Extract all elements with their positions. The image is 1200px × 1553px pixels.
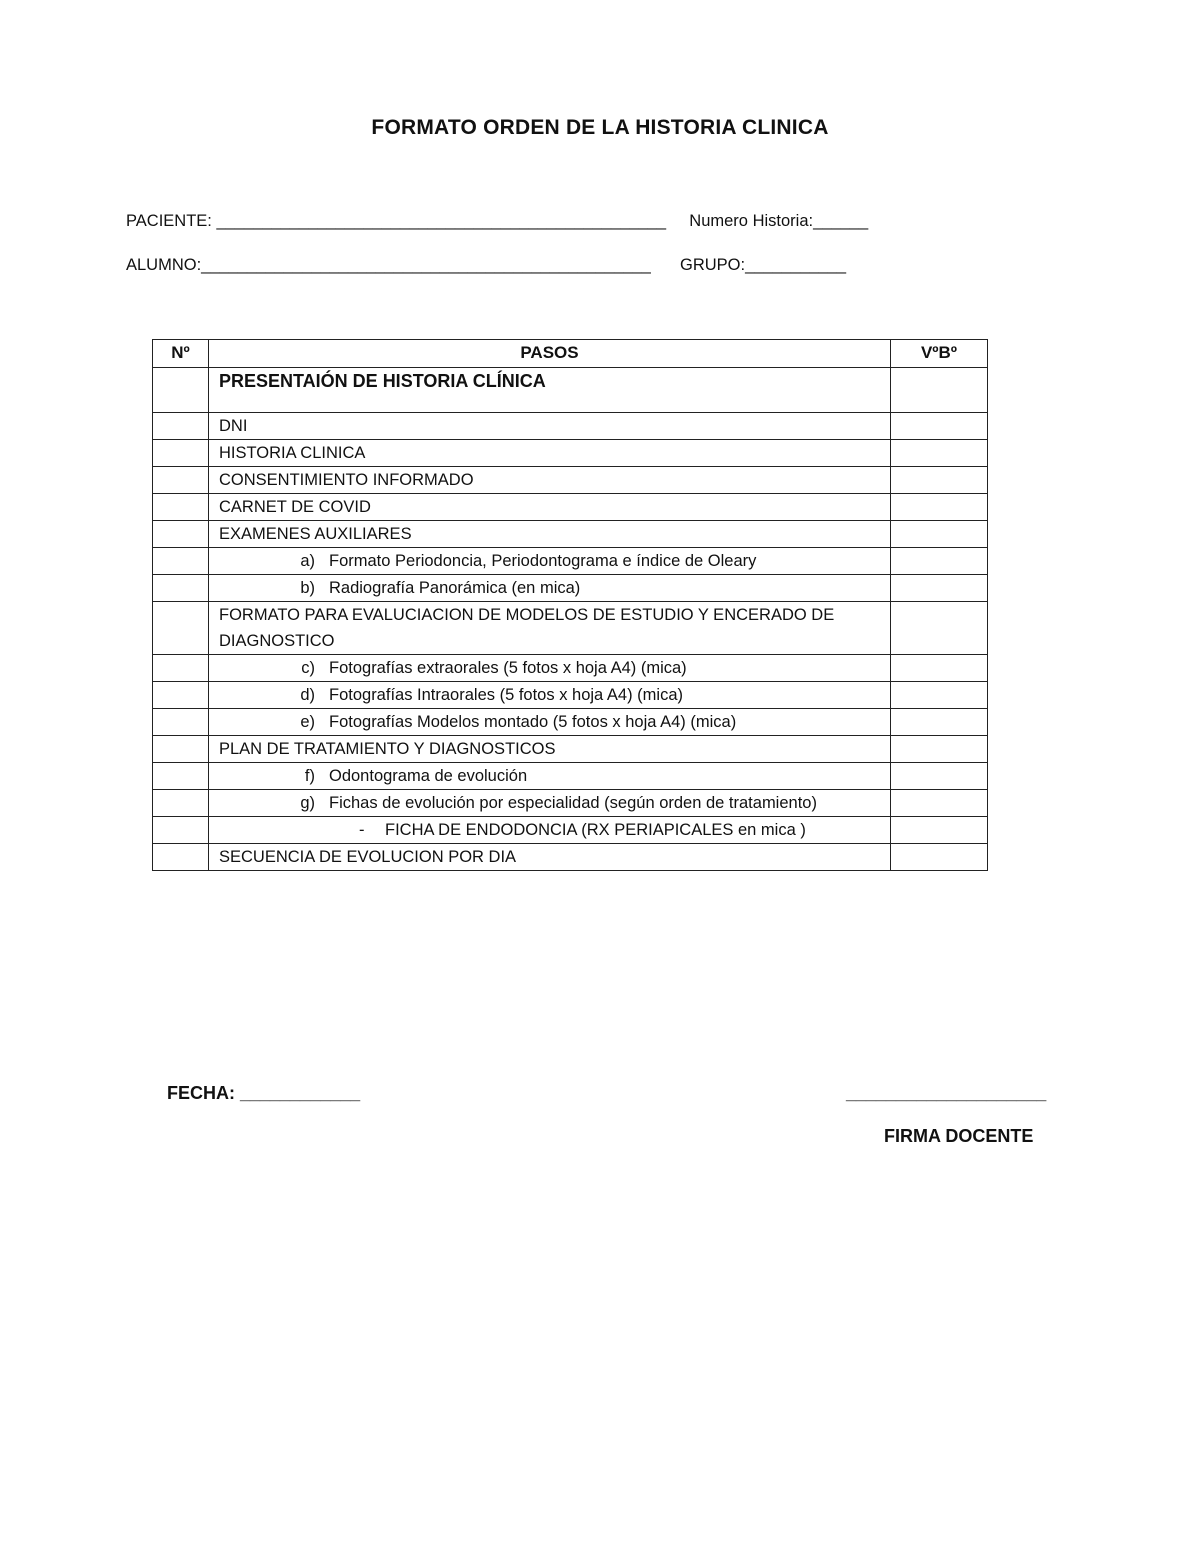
row-number-cell[interactable] [153,467,209,494]
table-row [153,467,988,494]
approval-cell[interactable] [891,763,988,790]
step-cell [209,440,891,467]
step-text: DNI [219,417,248,435]
grupo-field[interactable]: GRUPO:___________ [680,256,847,274]
step-cell [209,817,891,844]
step-text: EXAMENES AUXILIARES [219,525,412,543]
step-cell [209,494,891,521]
step-cell [209,736,891,763]
step-text: HISTORIA CLINICA [219,444,366,462]
step-text: FORMATO PARA EVALUCIACION DE MODELOS DE ESTUDIO Y ENCERADO DE DIAGNOSTICO [219,606,835,650]
table-row [153,521,988,548]
row-number-cell[interactable] [153,709,209,736]
row-number-cell[interactable] [153,548,209,575]
step-section-title: PRESENTAIÓN DE HISTORIA CLÍNICA [219,371,546,391]
row-number-cell[interactable] [153,682,209,709]
table-row [153,548,988,575]
approval-cell[interactable] [891,548,988,575]
approval-cell[interactable] [891,440,988,467]
table-row [153,440,988,467]
approval-cell[interactable] [891,709,988,736]
approval-cell[interactable] [891,655,988,682]
approval-cell[interactable] [891,413,988,440]
steps-table [152,339,988,871]
row-number-cell[interactable] [153,413,209,440]
paciente-field[interactable]: PACIENTE: _________________________________________________ [126,212,667,230]
numero-historia-field[interactable]: Numero Historia:______ [689,212,869,230]
table-row [153,682,988,709]
document-title: FORMATO ORDEN DE LA HISTORIA CLINICA [371,116,829,139]
step-text: CONSENTIMIENTO INFORMADO [219,471,474,489]
step-letter: a) [300,552,315,570]
step-cell [209,575,891,602]
alumno-row [126,256,846,275]
signature-label: FIRMA DOCENTE [884,1126,1034,1146]
step-letter: d) [300,686,315,704]
paciente-row [126,212,868,231]
step-cell [209,763,891,790]
steps-table-body [153,368,988,871]
step-cell [209,602,891,655]
approval-cell[interactable] [891,682,988,709]
step-letter: b) [300,579,315,597]
row-number-cell[interactable] [153,763,209,790]
step-cell [209,521,891,548]
approval-cell[interactable] [891,817,988,844]
approval-cell[interactable] [891,844,988,871]
step-cell [209,368,891,413]
row-number-cell[interactable] [153,521,209,548]
alumno-field[interactable]: ALUMNO:_________________________________________________ [126,256,651,274]
step-subitem-text: Fichas de evolución por especialidad (según orden de tratamiento) [329,794,817,812]
approval-cell[interactable] [891,602,988,655]
step-cell [209,709,891,736]
row-number-cell[interactable] [153,368,209,413]
step-subitem-text: FICHA DE ENDODONCIA (RX PERIAPICALES en mica ) [385,821,806,839]
step-letter: c) [301,659,315,677]
approval-cell[interactable] [891,521,988,548]
fecha-field[interactable]: FECHA: ____________ [167,1083,361,1103]
header-vb: VºBº [891,340,988,368]
step-cell [209,413,891,440]
step-subitem-text: Fotografías Modelos montado (5 fotos x hoja A4) (mica) [329,713,737,731]
row-number-cell[interactable] [153,602,209,655]
step-text: SECUENCIA DE EVOLUCION POR DIA [219,848,517,866]
step-text: PLAN DE TRATAMIENTO Y DIAGNOSTICOS [219,740,556,758]
approval-cell[interactable] [891,790,988,817]
table-row [153,709,988,736]
table-header-row [153,340,988,368]
table-row [153,844,988,871]
approval-cell[interactable] [891,494,988,521]
step-cell [209,467,891,494]
table-row [153,817,988,844]
table-row [153,602,988,655]
header-num: Nº [153,340,209,368]
table-row [153,790,988,817]
step-subitem-text: Formato Periodoncia, Periodontograma e índice de Oleary [329,552,757,570]
row-number-cell[interactable] [153,790,209,817]
row-number-cell[interactable] [153,655,209,682]
approval-cell[interactable] [891,368,988,413]
row-number-cell[interactable] [153,844,209,871]
step-cell [209,548,891,575]
row-number-cell[interactable] [153,817,209,844]
step-subitem-text: Fotografías Intraorales (5 fotos x hoja A4) (mica) [329,686,683,704]
table-row [153,736,988,763]
table-row [153,655,988,682]
step-cell [209,655,891,682]
signature-line: ____________________ [846,1083,1047,1103]
step-cell [209,790,891,817]
header-pasos: PASOS [209,340,891,368]
approval-cell[interactable] [891,736,988,763]
step-subitem-text: Radiografía Panorámica (en mica) [329,579,581,597]
row-number-cell[interactable] [153,575,209,602]
step-letter: e) [300,713,315,731]
approval-cell[interactable] [891,467,988,494]
row-number-cell[interactable] [153,494,209,521]
row-number-cell[interactable] [153,440,209,467]
step-subitem-text: Fotografías extraorales (5 fotos x hoja A4) (mica) [329,659,687,677]
step-cell [209,844,891,871]
row-number-cell[interactable] [153,736,209,763]
table-row [153,763,988,790]
step-dash-marker: - [359,821,365,839]
step-text: CARNET DE COVID [219,498,371,516]
table-row [153,368,988,413]
table-row [153,413,988,440]
step-letter: f) [304,767,315,785]
step-cell [209,682,891,709]
step-letter: g) [300,794,315,812]
approval-cell[interactable] [891,575,988,602]
step-subitem-text: Odontograma de evolución [329,767,528,785]
table-row [153,494,988,521]
table-row [153,575,988,602]
